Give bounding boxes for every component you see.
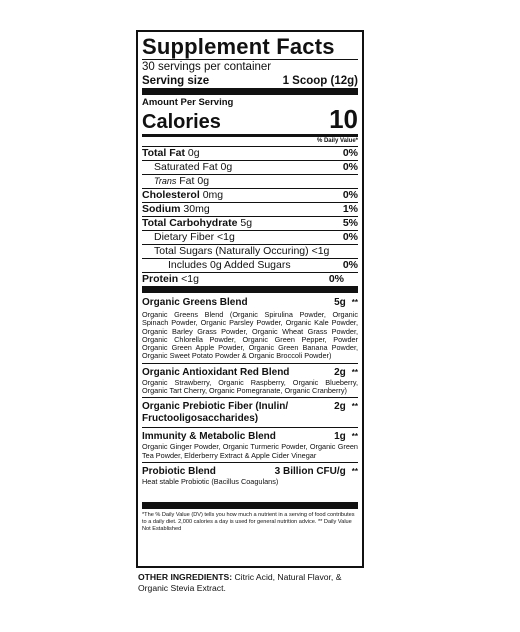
blend-section bbox=[142, 293, 358, 363]
nutrient-row: Protein <1g 0% bbox=[142, 272, 358, 286]
serving-size-value: 1 Scoop (12g) bbox=[282, 75, 358, 87]
thick-divider bbox=[142, 88, 358, 95]
blend-section bbox=[142, 463, 358, 488]
nutrient-row: Sodium 30mg 1% bbox=[142, 203, 358, 215]
nutrient-row: Includes 0g Added Sugars 0% bbox=[142, 258, 358, 272]
amount-per-serving: Amount Per Serving bbox=[142, 97, 234, 108]
serving-size-label: Serving size bbox=[142, 75, 210, 87]
nutrient-row: Total Fat 0g 0% bbox=[142, 147, 358, 159]
blend-ingredients: Organic Greens Blend (Organic Spirulina Powder, Organic Spinach Powder, Organic Parsley Powder, Organic Kale Powder, Organic Barley Grass Powder, Organic Wheat Grass Powder, Organic Chlorella Powder, Organic Green Pepper, Powder Organic Green Apple Powder, Organic Green Banana Powder, Organic Sweet Potato Powder & Organic Broccoli Powder) bbox=[142, 310, 358, 361]
other-ingredients-text: Citric Acid, Natural Flavor, & Organic Stevia Extract. bbox=[138, 572, 342, 593]
footnote: *The % Daily Value (DV) tells you how much a nutrient in a serving of food contributes to a daily diet. 2,000 calories a day is used for general nutrition advice. ** Daily Value Not Established bbox=[142, 512, 355, 533]
panel-title: Supplement Facts bbox=[142, 34, 335, 59]
blend-ingredients: Organic Ginger Powder, Organic Turmeric Powder, Organic Green Tea Powder, Elderberry Extract & Apple Cider Vinegar bbox=[142, 442, 358, 460]
nutrient-row: Total Sugars (Naturally Occuring) <1g bbox=[142, 244, 358, 258]
blend-name: Organic Prebiotic Fiber (Inulin/ Fructooligosaccharides) 2g ** bbox=[142, 401, 358, 425]
thick-divider bbox=[142, 502, 358, 509]
nutrient-row: Trans Fat 0g bbox=[142, 174, 358, 188]
daily-value-header: % Daily Value* bbox=[316, 138, 358, 144]
calories-label: Calories bbox=[142, 111, 221, 133]
nutrient-table bbox=[142, 146, 358, 286]
nutrient-row: Cholesterol 0mg 0% bbox=[142, 189, 358, 201]
blend-name: Organic Greens Blend 5g ** bbox=[142, 297, 358, 308]
serving-size-row bbox=[142, 74, 358, 88]
nutrient-row: Total Carbohydrate 5g 5% bbox=[142, 217, 358, 229]
blend-name: Immunity & Metabolic Blend 1g ** bbox=[142, 431, 358, 443]
calories-row bbox=[142, 104, 358, 134]
blend-name: Probiotic Blend 3 Billion CFU/g ** bbox=[142, 465, 358, 477]
blend-name: Organic Antioxidant Red Blend 2g ** bbox=[142, 366, 358, 378]
other-ingredients bbox=[138, 572, 366, 594]
blend-section bbox=[142, 364, 358, 398]
nutrient-row: Saturated Fat 0g 0% bbox=[142, 160, 358, 174]
supplement-facts-panel bbox=[136, 30, 364, 568]
blend-ingredients: Heat stable Probiotic (Bacillus Coagulans) bbox=[142, 476, 279, 486]
other-ingredients-label: OTHER INGREDIENTS: bbox=[138, 572, 233, 582]
servings-per-container: 30 servings per container bbox=[142, 61, 272, 73]
thick-divider bbox=[142, 286, 358, 293]
nutrient-row: Dietary Fiber <1g 0% bbox=[142, 230, 358, 244]
blend-section bbox=[142, 428, 358, 462]
blend-ingredients: Organic Strawberry, Organic Raspberry, Organic Blueberry, Organic Tart Cherry, Organic Pomegranate, Organic Cranberry) bbox=[142, 377, 358, 396]
calories-value: 10 bbox=[329, 104, 358, 134]
blend-section bbox=[142, 398, 358, 427]
